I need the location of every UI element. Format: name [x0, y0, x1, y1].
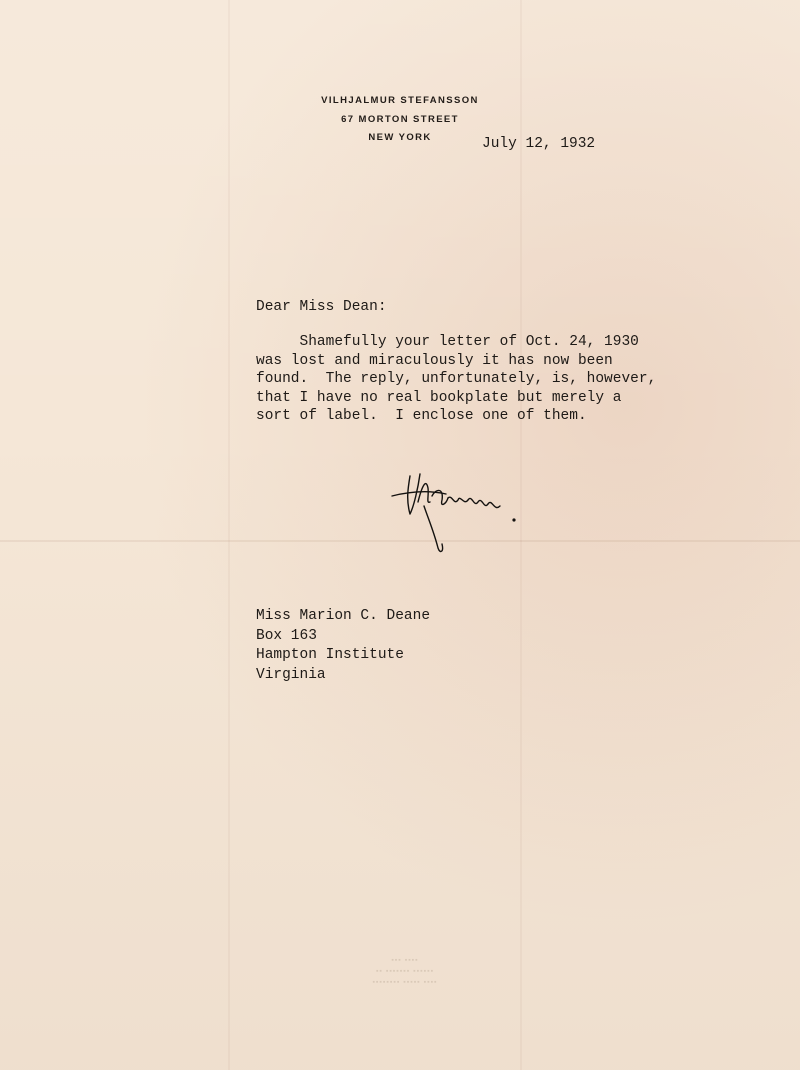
letterhead	[310, 92, 490, 148]
recipient-address	[256, 607, 430, 685]
letter-body	[256, 333, 676, 426]
body-line: that I have no real bookplate but merely a	[256, 389, 622, 406]
recipient-box: Box 163	[256, 627, 317, 644]
salutation: Dear Miss Dean:	[256, 299, 387, 315]
body-line: was lost and miraculously it has now been	[256, 352, 613, 369]
fold-line-vertical-left	[228, 0, 230, 1070]
body-line: Shamefully your letter of Oct. 24, 1930	[256, 334, 639, 350]
body-line: sort of label. I enclose one of them.	[256, 408, 587, 424]
letterhead-city: NEW YORK	[368, 132, 432, 143]
letterhead-name: VILHJALMUR STEFANSSON	[321, 95, 479, 106]
recipient-name: Miss Marion C. Deane	[256, 608, 431, 624]
body-line: found. The reply, unfortunately, is, however,	[256, 371, 657, 387]
paper-watermark: ▪▪▪ ▪▪▪▪ ▪▪ ▪▪▪▪▪▪▪ ▪▪▪▪▪▪ ▪▪▪▪▪▪▪▪ ▪▪▪▪▪ ▪▪▪▪	[372, 957, 438, 986]
signature	[388, 466, 528, 558]
recipient-institution: Hampton Institute	[256, 647, 404, 663]
letter-date: July 12, 1932	[482, 136, 596, 152]
letterhead-street: 67 MORTON STREET	[341, 113, 459, 125]
recipient-state: Virginia	[256, 666, 326, 683]
